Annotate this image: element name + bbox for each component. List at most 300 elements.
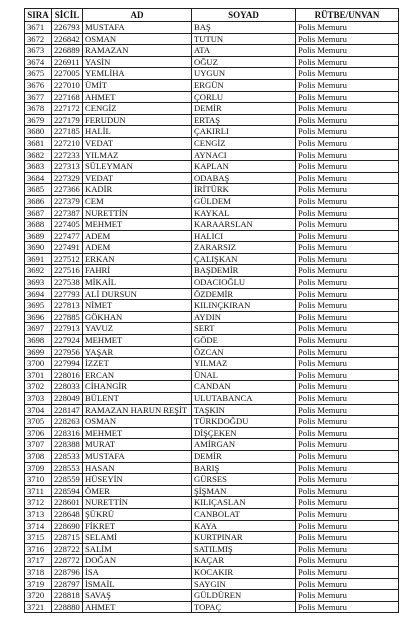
- cell-sicil: 227313: [52, 161, 83, 173]
- table-row: [25, 79, 399, 91]
- table-row: [25, 369, 399, 381]
- cell-ad: GÖKHAN: [83, 311, 192, 323]
- cell-soyad: GÜLDEM: [192, 195, 296, 207]
- cell-sira: 3697: [25, 323, 52, 335]
- cell-ad: HASAN: [83, 462, 192, 474]
- cell-sicil: 228553: [52, 462, 83, 474]
- cell-ad: İSA: [83, 566, 192, 578]
- table-row: [25, 532, 399, 544]
- cell-rutbe: Polis Memuru: [296, 497, 399, 509]
- cell-sira: 3706: [25, 427, 52, 439]
- cell-rutbe: Polis Memuru: [296, 137, 399, 149]
- cell-sicil: 228880: [52, 601, 83, 613]
- cell-ad: CENGİZ: [83, 103, 192, 115]
- header-row: [25, 9, 399, 22]
- cell-sicil: 228818: [52, 590, 83, 602]
- cell-rutbe: Polis Memuru: [296, 91, 399, 103]
- table-row: [25, 114, 399, 126]
- cell-sira: 3699: [25, 346, 52, 358]
- cell-soyad: ÜNAL: [192, 369, 296, 381]
- cell-sicil: 226911: [52, 56, 83, 68]
- cell-sicil: 227172: [52, 103, 83, 115]
- cell-rutbe: Polis Memuru: [296, 219, 399, 231]
- cell-rutbe: Polis Memuru: [296, 265, 399, 277]
- table-row: [25, 601, 399, 613]
- cell-sira: 3721: [25, 601, 52, 613]
- cell-rutbe: Polis Memuru: [296, 45, 399, 57]
- cell-soyad: CANBOLAT: [192, 508, 296, 520]
- cell-rutbe: Polis Memuru: [296, 207, 399, 219]
- cell-soyad: ÇORLU: [192, 91, 296, 103]
- cell-rutbe: Polis Memuru: [296, 79, 399, 91]
- table-body: [25, 22, 399, 613]
- cell-soyad: KAYA: [192, 520, 296, 532]
- cell-sira: 3717: [25, 555, 52, 567]
- cell-soyad: AYDIN: [192, 311, 296, 323]
- cell-sira: 3702: [25, 381, 52, 393]
- cell-soyad: AMİRGAN: [192, 439, 296, 451]
- cell-soyad: TAŞKIN: [192, 404, 296, 416]
- cell-sicil: 227010: [52, 79, 83, 91]
- cell-rutbe: Polis Memuru: [296, 416, 399, 428]
- cell-sira: 3692: [25, 265, 52, 277]
- header-ad: AD: [83, 9, 192, 22]
- cell-sicil: 228316: [52, 427, 83, 439]
- cell-ad: YAVUZ: [83, 323, 192, 335]
- cell-sira: 3720: [25, 590, 52, 602]
- cell-sira: 3672: [25, 33, 52, 45]
- cell-ad: MEHMET: [83, 335, 192, 347]
- cell-sira: 3691: [25, 253, 52, 265]
- cell-sicil: 226889: [52, 45, 83, 57]
- cell-sira: 3698: [25, 335, 52, 347]
- table-row: [25, 126, 399, 138]
- cell-ad: MİKAİL: [83, 277, 192, 289]
- cell-sicil: 228690: [52, 520, 83, 532]
- table-row: [25, 91, 399, 103]
- table-row: [25, 288, 399, 300]
- cell-rutbe: Polis Memuru: [296, 601, 399, 613]
- cell-rutbe: Polis Memuru: [296, 300, 399, 312]
- table-row: [25, 358, 399, 370]
- cell-sira: 3704: [25, 404, 52, 416]
- cell-rutbe: Polis Memuru: [296, 68, 399, 80]
- cell-sira: 3707: [25, 439, 52, 451]
- cell-ad: NİMET: [83, 300, 192, 312]
- cell-rutbe: Polis Memuru: [296, 242, 399, 254]
- table-row: [25, 161, 399, 173]
- cell-sira: 3694: [25, 288, 52, 300]
- cell-sicil: 227210: [52, 137, 83, 149]
- table-row: [25, 439, 399, 451]
- cell-ad: ÜMİT: [83, 79, 192, 91]
- cell-rutbe: Polis Memuru: [296, 462, 399, 474]
- cell-rutbe: Polis Memuru: [296, 404, 399, 416]
- cell-ad: YASİN: [83, 56, 192, 68]
- cell-soyad: ŞİŞMAN: [192, 485, 296, 497]
- table-row: [25, 56, 399, 68]
- cell-rutbe: Polis Memuru: [296, 555, 399, 567]
- cell-soyad: GÜRSES: [192, 474, 296, 486]
- cell-sicil: 228016: [52, 369, 83, 381]
- cell-rutbe: Polis Memuru: [296, 578, 399, 590]
- cell-ad: RAMAZAN HARUN REŞİT: [83, 404, 192, 416]
- cell-sira: 3676: [25, 79, 52, 91]
- cell-soyad: KILIÇASLAN: [192, 497, 296, 509]
- cell-sicil: 227329: [52, 172, 83, 184]
- cell-ad: DOĞAN: [83, 555, 192, 567]
- table-row: [25, 543, 399, 555]
- cell-rutbe: Polis Memuru: [296, 381, 399, 393]
- cell-rutbe: Polis Memuru: [296, 230, 399, 242]
- cell-sira: 3678: [25, 103, 52, 115]
- cell-sira: 3690: [25, 242, 52, 254]
- cell-rutbe: Polis Memuru: [296, 161, 399, 173]
- cell-soyad: KAÇAR: [192, 555, 296, 567]
- cell-ad: YILMAZ: [83, 149, 192, 161]
- cell-sicil: 226793: [52, 22, 83, 34]
- header-rutbe: RÜTBE/UNVAN: [296, 9, 399, 22]
- cell-soyad: ODABAŞ: [192, 172, 296, 184]
- cell-sira: 3681: [25, 137, 52, 149]
- table-row: [25, 311, 399, 323]
- cell-soyad: SAYGIN: [192, 578, 296, 590]
- cell-rutbe: Polis Memuru: [296, 335, 399, 347]
- table-row: [25, 497, 399, 509]
- cell-rutbe: Polis Memuru: [296, 439, 399, 451]
- cell-sira: 3683: [25, 161, 52, 173]
- cell-sira: 3711: [25, 485, 52, 497]
- table-row: [25, 462, 399, 474]
- cell-rutbe: Polis Memuru: [296, 184, 399, 196]
- cell-sira: 3715: [25, 532, 52, 544]
- cell-sicil: 227793: [52, 288, 83, 300]
- table-row: [25, 393, 399, 405]
- cell-ad: OSMAN: [83, 416, 192, 428]
- cell-soyad: TOPAÇ: [192, 601, 296, 613]
- cell-sira: 3700: [25, 358, 52, 370]
- cell-rutbe: Polis Memuru: [296, 358, 399, 370]
- cell-soyad: HALICI: [192, 230, 296, 242]
- cell-sira: 3682: [25, 149, 52, 161]
- cell-sicil: 227512: [52, 253, 83, 265]
- table-row: [25, 346, 399, 358]
- table-row: [25, 137, 399, 149]
- cell-ad: SELAMİ: [83, 532, 192, 544]
- cell-sicil: 228722: [52, 543, 83, 555]
- table-row: [25, 566, 399, 578]
- table-row: [25, 300, 399, 312]
- header-sira: SIRA: [25, 9, 52, 22]
- cell-sicil: 228533: [52, 450, 83, 462]
- cell-soyad: DİŞÇEKEN: [192, 427, 296, 439]
- cell-soyad: TÜRKDOĞDU: [192, 416, 296, 428]
- table-row: [25, 253, 399, 265]
- cell-sira: 3712: [25, 497, 52, 509]
- cell-soyad: YILMAZ: [192, 358, 296, 370]
- cell-rutbe: Polis Memuru: [296, 172, 399, 184]
- cell-sira: 3710: [25, 474, 52, 486]
- cell-sira: 3685: [25, 184, 52, 196]
- header-soyad: SOYAD: [192, 9, 296, 22]
- cell-ad: SÜLEYMAN: [83, 161, 192, 173]
- cell-rutbe: Polis Memuru: [296, 532, 399, 544]
- table-row: [25, 45, 399, 57]
- cell-soyad: KAPLAN: [192, 161, 296, 173]
- table-row: [25, 149, 399, 161]
- cell-rutbe: Polis Memuru: [296, 474, 399, 486]
- cell-sicil: 226842: [52, 33, 83, 45]
- cell-soyad: OĞUZ: [192, 56, 296, 68]
- table-row: [25, 172, 399, 184]
- cell-sicil: 227179: [52, 114, 83, 126]
- cell-soyad: ÖZDEMİR: [192, 288, 296, 300]
- cell-sira: 3673: [25, 45, 52, 57]
- cell-soyad: CENGİZ: [192, 137, 296, 149]
- cell-rutbe: Polis Memuru: [296, 450, 399, 462]
- cell-sira: 3684: [25, 172, 52, 184]
- cell-ad: SALİM: [83, 543, 192, 555]
- cell-sicil: 227813: [52, 300, 83, 312]
- table-row: [25, 335, 399, 347]
- cell-sicil: 228033: [52, 381, 83, 393]
- cell-sira: 3696: [25, 311, 52, 323]
- cell-sicil: 227185: [52, 126, 83, 138]
- table-row: [25, 184, 399, 196]
- cell-rutbe: Polis Memuru: [296, 195, 399, 207]
- table-row: [25, 207, 399, 219]
- cell-ad: VEDAT: [83, 137, 192, 149]
- cell-sira: 3693: [25, 277, 52, 289]
- cell-ad: YEMLİHA: [83, 68, 192, 80]
- cell-sicil: 227538: [52, 277, 83, 289]
- cell-ad: MUSTAFA: [83, 22, 192, 34]
- cell-rutbe: Polis Memuru: [296, 346, 399, 358]
- table-row: [25, 520, 399, 532]
- cell-soyad: SATILMIŞ: [192, 543, 296, 555]
- cell-sicil: 227477: [52, 230, 83, 242]
- cell-sira: 3719: [25, 578, 52, 590]
- cell-soyad: ERGÜN: [192, 79, 296, 91]
- cell-sicil: 227379: [52, 195, 83, 207]
- cell-soyad: GÖDE: [192, 335, 296, 347]
- cell-sicil: 227516: [52, 265, 83, 277]
- cell-rutbe: Polis Memuru: [296, 103, 399, 115]
- cell-ad: HALİL: [83, 126, 192, 138]
- cell-soyad: BARIŞ: [192, 462, 296, 474]
- cell-sira: 3713: [25, 508, 52, 520]
- cell-rutbe: Polis Memuru: [296, 323, 399, 335]
- cell-rutbe: Polis Memuru: [296, 543, 399, 555]
- cell-ad: MEHMET: [83, 219, 192, 231]
- cell-rutbe: Polis Memuru: [296, 149, 399, 161]
- cell-sira: 3689: [25, 230, 52, 242]
- cell-rutbe: Polis Memuru: [296, 508, 399, 520]
- cell-rutbe: Polis Memuru: [296, 114, 399, 126]
- cell-sira: 3708: [25, 450, 52, 462]
- cell-sira: 3688: [25, 219, 52, 231]
- cell-sicil: 227924: [52, 335, 83, 347]
- cell-rutbe: Polis Memuru: [296, 520, 399, 532]
- table-row: [25, 508, 399, 520]
- cell-sira: 3675: [25, 68, 52, 80]
- cell-sicil: 228648: [52, 508, 83, 520]
- cell-ad: AHMET: [83, 91, 192, 103]
- cell-sira: 3679: [25, 114, 52, 126]
- cell-ad: MURAT: [83, 439, 192, 451]
- cell-soyad: ODACIOĞLU: [192, 277, 296, 289]
- cell-soyad: DEMİR: [192, 103, 296, 115]
- cell-ad: ADEM: [83, 230, 192, 242]
- cell-soyad: ATA: [192, 45, 296, 57]
- table-row: [25, 195, 399, 207]
- cell-sira: 3714: [25, 520, 52, 532]
- cell-sicil: 228715: [52, 532, 83, 544]
- cell-sicil: 228049: [52, 393, 83, 405]
- table-row: [25, 555, 399, 567]
- cell-ad: CİHANGİR: [83, 381, 192, 393]
- cell-rutbe: Polis Memuru: [296, 369, 399, 381]
- table-row: [25, 277, 399, 289]
- cell-ad: ERKAN: [83, 253, 192, 265]
- cell-ad: ADEM: [83, 242, 192, 254]
- cell-ad: YAŞAR: [83, 346, 192, 358]
- cell-soyad: KURTPINAR: [192, 532, 296, 544]
- cell-ad: FERUDUN: [83, 114, 192, 126]
- table-row: [25, 404, 399, 416]
- table-row: [25, 242, 399, 254]
- cell-rutbe: Polis Memuru: [296, 590, 399, 602]
- table-row: [25, 427, 399, 439]
- cell-soyad: GÜLDÜREN: [192, 590, 296, 602]
- cell-ad: İSMAİL: [83, 578, 192, 590]
- cell-soyad: KARAARSLAN: [192, 219, 296, 231]
- cell-sicil: 228559: [52, 474, 83, 486]
- cell-ad: KADİR: [83, 184, 192, 196]
- cell-rutbe: Polis Memuru: [296, 253, 399, 265]
- cell-rutbe: Polis Memuru: [296, 126, 399, 138]
- cell-soyad: KOCAKIR: [192, 566, 296, 578]
- cell-rutbe: Polis Memuru: [296, 33, 399, 45]
- table-row: [25, 22, 399, 34]
- cell-sicil: 227405: [52, 219, 83, 231]
- table-row: [25, 33, 399, 45]
- table-row: [25, 474, 399, 486]
- cell-ad: ÖMER: [83, 485, 192, 497]
- cell-ad: RAMAZAN: [83, 45, 192, 57]
- cell-sira: 3695: [25, 300, 52, 312]
- cell-rutbe: Polis Memuru: [296, 56, 399, 68]
- cell-sira: 3680: [25, 126, 52, 138]
- table-row: [25, 578, 399, 590]
- cell-ad: NURETTİN: [83, 497, 192, 509]
- table-row: [25, 323, 399, 335]
- cell-soyad: KILINÇKIRAN: [192, 300, 296, 312]
- cell-soyad: KAYKAL: [192, 207, 296, 219]
- cell-sira: 3674: [25, 56, 52, 68]
- cell-soyad: CANDAN: [192, 381, 296, 393]
- cell-ad: ŞÜKRÜ: [83, 508, 192, 520]
- cell-ad: VEDAT: [83, 172, 192, 184]
- cell-sicil: 228388: [52, 439, 83, 451]
- cell-sicil: 228772: [52, 555, 83, 567]
- cell-sicil: 227005: [52, 68, 83, 80]
- cell-sira: 3718: [25, 566, 52, 578]
- cell-ad: BÜLENT: [83, 393, 192, 405]
- cell-sicil: 228263: [52, 416, 83, 428]
- cell-rutbe: Polis Memuru: [296, 22, 399, 34]
- cell-ad: OSMAN: [83, 33, 192, 45]
- cell-ad: SAVAŞ: [83, 590, 192, 602]
- table-row: [25, 450, 399, 462]
- cell-sicil: 228796: [52, 566, 83, 578]
- cell-rutbe: Polis Memuru: [296, 485, 399, 497]
- cell-sicil: 228594: [52, 485, 83, 497]
- cell-sicil: 227233: [52, 149, 83, 161]
- cell-ad: MEHMET: [83, 427, 192, 439]
- cell-sira: 3716: [25, 543, 52, 555]
- cell-sira: 3709: [25, 462, 52, 474]
- cell-rutbe: Polis Memuru: [296, 288, 399, 300]
- cell-soyad: BAŞ: [192, 22, 296, 34]
- cell-soyad: İRİTÜRK: [192, 184, 296, 196]
- table-row: [25, 416, 399, 428]
- cell-ad: NURETTİN: [83, 207, 192, 219]
- table-row: [25, 103, 399, 115]
- cell-sicil: 227913: [52, 323, 83, 335]
- table-row: [25, 590, 399, 602]
- cell-soyad: ÇAKIRLI: [192, 126, 296, 138]
- cell-ad: CEM: [83, 195, 192, 207]
- cell-sicil: 227491: [52, 242, 83, 254]
- table-row: [25, 68, 399, 80]
- cell-sira: 3701: [25, 369, 52, 381]
- cell-ad: ALİ DURSUN: [83, 288, 192, 300]
- cell-ad: FİKRET: [83, 520, 192, 532]
- cell-ad: İZZET: [83, 358, 192, 370]
- cell-ad: AHMET: [83, 601, 192, 613]
- cell-sicil: 227168: [52, 91, 83, 103]
- cell-sicil: 228147: [52, 404, 83, 416]
- cell-ad: FAHRİ: [83, 265, 192, 277]
- personnel-table: [24, 8, 399, 613]
- cell-sira: 3703: [25, 393, 52, 405]
- cell-rutbe: Polis Memuru: [296, 427, 399, 439]
- cell-soyad: ZARARSIZ: [192, 242, 296, 254]
- cell-sira: 3677: [25, 91, 52, 103]
- cell-sira: 3687: [25, 207, 52, 219]
- cell-sicil: 227994: [52, 358, 83, 370]
- cell-sicil: 227885: [52, 311, 83, 323]
- cell-rutbe: Polis Memuru: [296, 311, 399, 323]
- cell-sira: 3705: [25, 416, 52, 428]
- table-row: [25, 381, 399, 393]
- cell-sicil: 227956: [52, 346, 83, 358]
- header-sicil: SİCİL: [52, 9, 83, 22]
- cell-ad: HÜSEYİN: [83, 474, 192, 486]
- cell-ad: ERCAN: [83, 369, 192, 381]
- cell-soyad: ÇALIŞKAN: [192, 253, 296, 265]
- cell-sicil: 228601: [52, 497, 83, 509]
- cell-soyad: ERTAŞ: [192, 114, 296, 126]
- cell-ad: MUSTAFA: [83, 450, 192, 462]
- cell-soyad: TUTUN: [192, 33, 296, 45]
- cell-rutbe: Polis Memuru: [296, 393, 399, 405]
- cell-soyad: DEMİR: [192, 450, 296, 462]
- table-row: [25, 219, 399, 231]
- cell-sicil: 228797: [52, 578, 83, 590]
- cell-sira: 3686: [25, 195, 52, 207]
